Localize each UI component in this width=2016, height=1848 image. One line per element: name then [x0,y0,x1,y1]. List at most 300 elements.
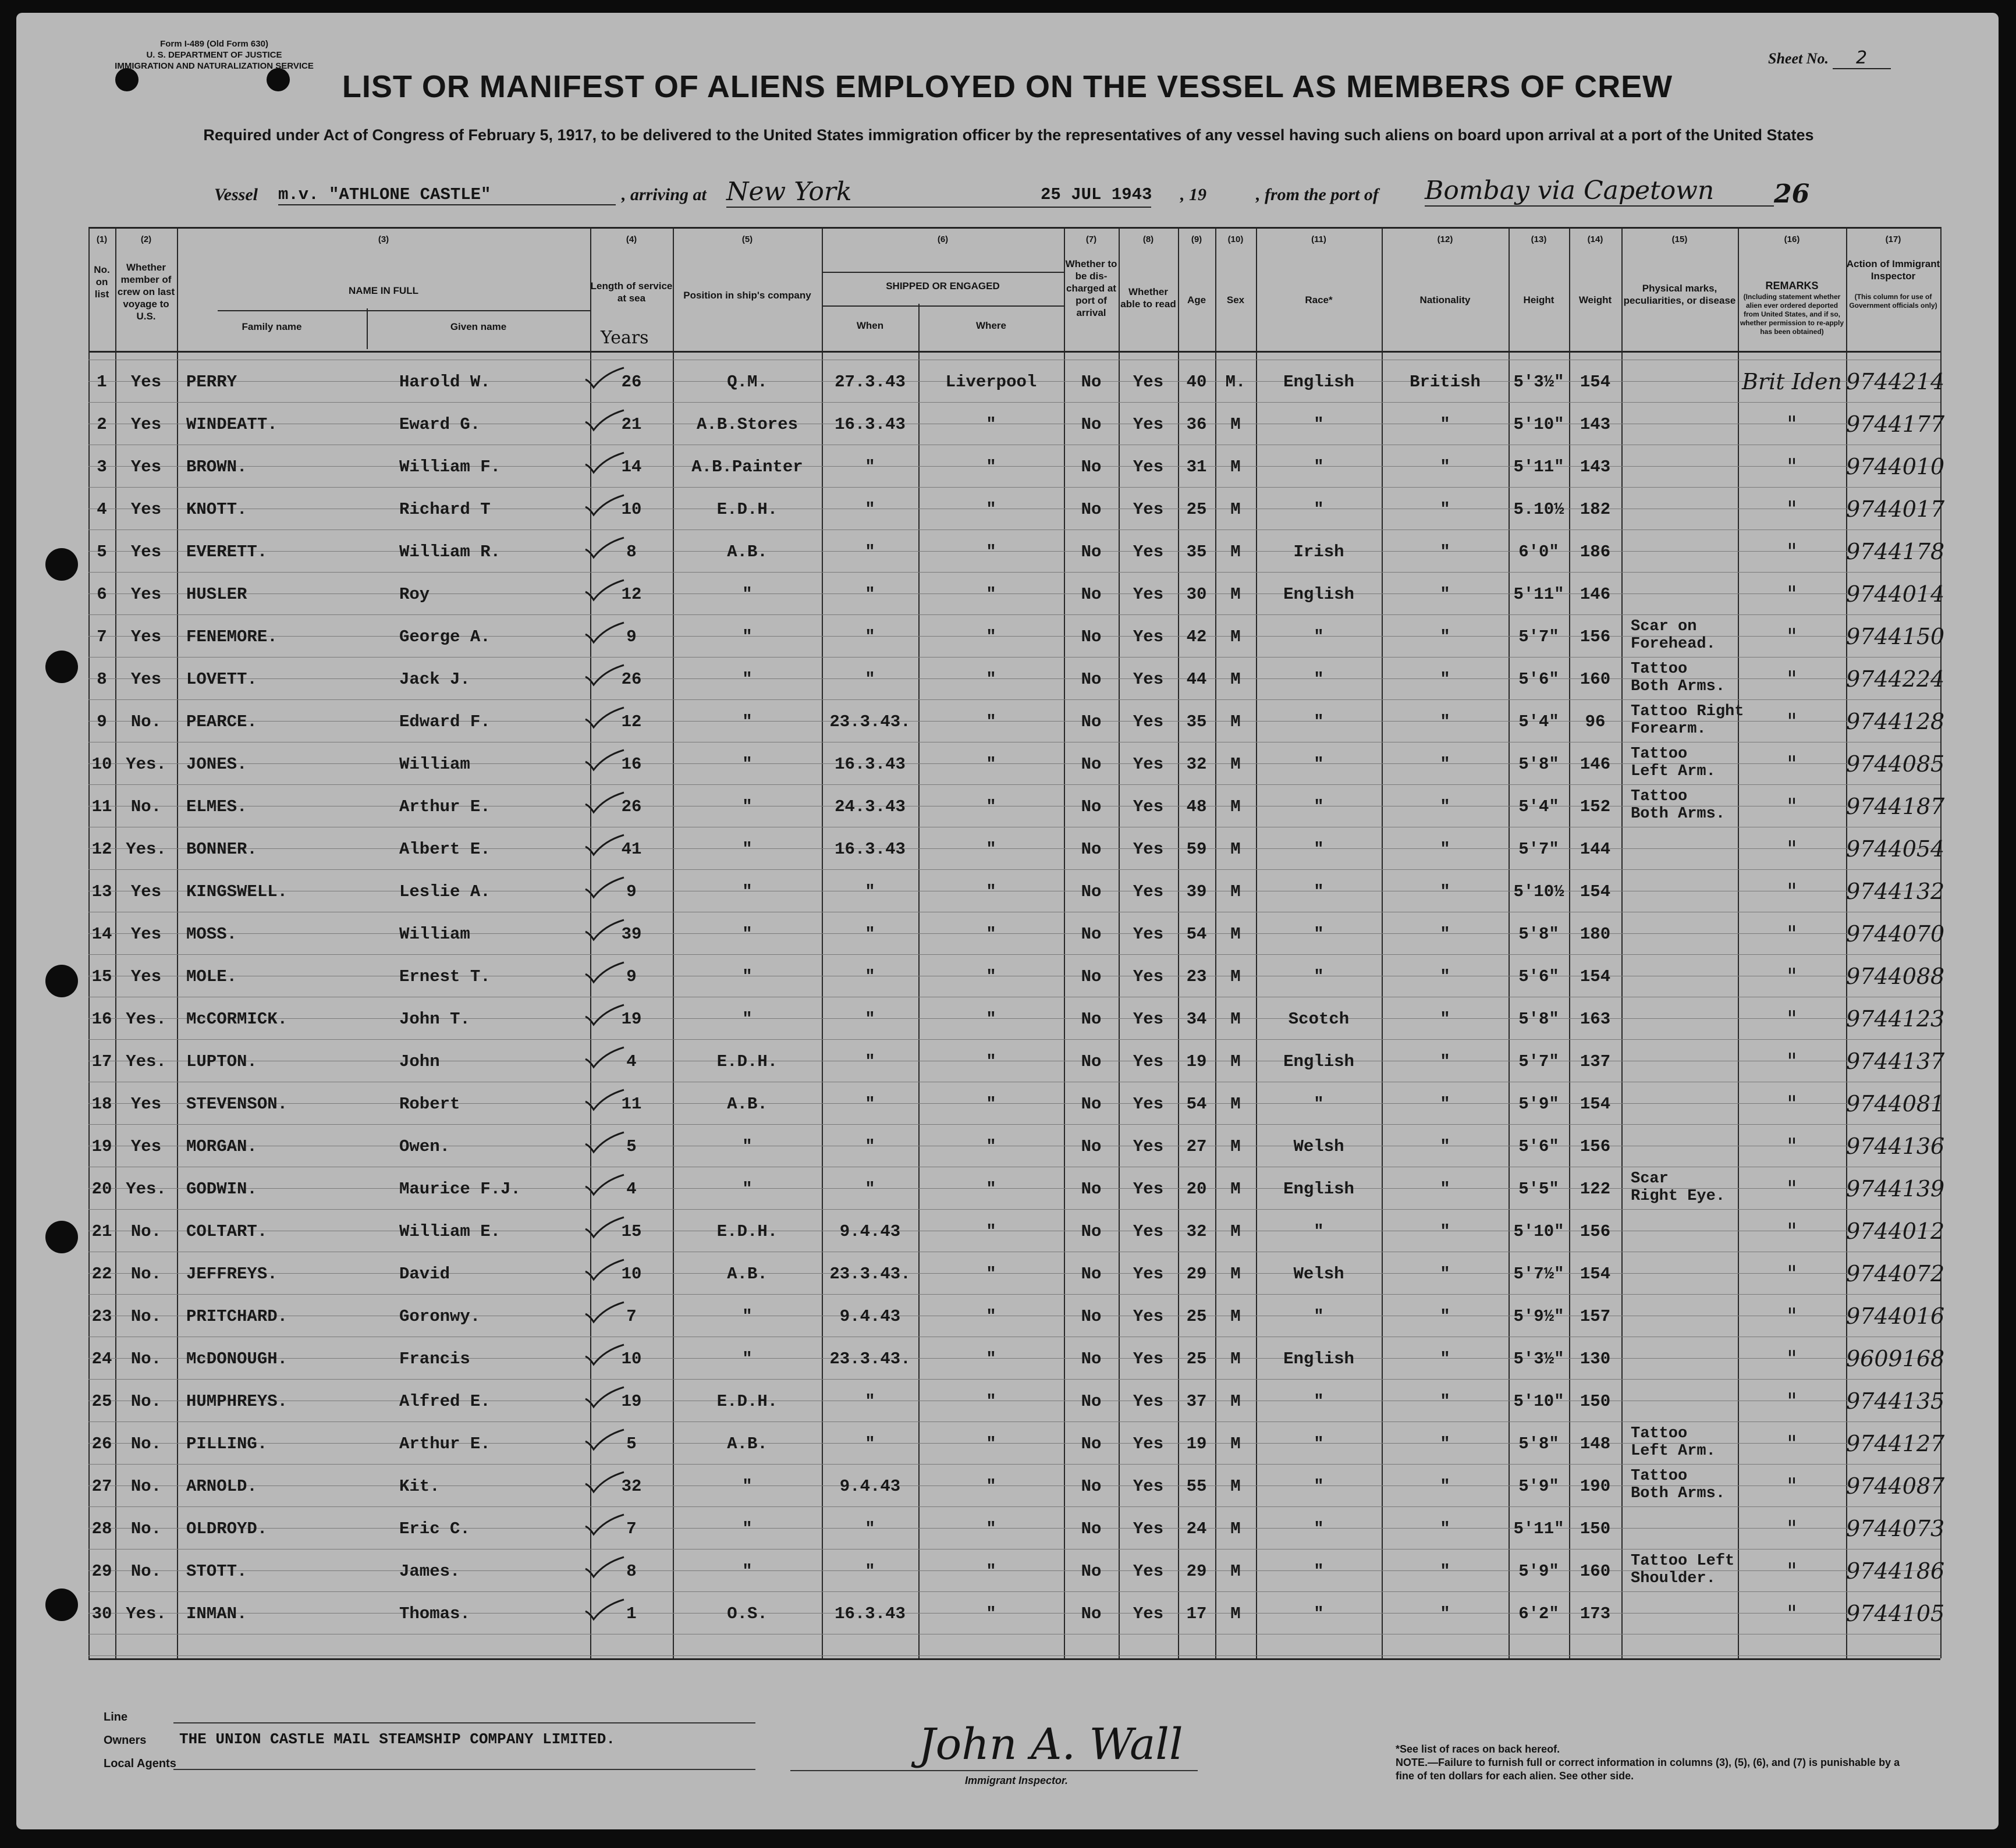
cell-family: STOTT. [186,1562,247,1581]
cell-action: 9744128 [1846,709,1945,734]
cell-weight: 144 [1580,840,1611,859]
arrival-date-stamp: 25 JUL 1943 [1041,185,1152,204]
cell-position: " [742,1137,753,1156]
table-row [88,786,1945,828]
cell-height: 5'8" [1518,1010,1559,1029]
col-3b-header: Given name [450,321,507,332]
cell-race: " [1314,1307,1324,1326]
cell-where: " [986,542,996,561]
cell-position: " [742,1179,753,1199]
cell-position: O.S. [727,1604,768,1623]
cell-given: John [399,1052,440,1071]
cell-weight: 122 [1580,1179,1611,1199]
cell-sex: M [1230,712,1241,731]
cell-given: Arthur E. [399,1434,491,1453]
col-6-header: SHIPPED OR ENGAGED [886,280,1000,292]
cell-disch: No [1081,1434,1102,1453]
cell-remarks: " [1787,1516,1797,1541]
cell-family: BROWN. [186,457,247,477]
check-mark-icon [584,1513,625,1537]
check-mark-icon [584,621,625,645]
cell-nat: " [1440,585,1450,604]
cell-race: Welsh [1293,1137,1344,1156]
cell-nat: " [1440,457,1450,477]
cell-position: A.B.Stores [696,415,798,434]
cell-weight: 160 [1580,670,1611,689]
cell-when: 16.3.43 [835,1604,906,1623]
cell-position: " [742,627,753,646]
col-14-header: Weight [1578,294,1612,305]
cell-action: 9609168 [1846,1346,1945,1371]
cell-action: 9744085 [1846,751,1945,777]
cell-sex: M [1230,1434,1241,1453]
cell-disch: No [1081,1562,1102,1581]
cell-nat: " [1440,1434,1450,1453]
cell-remarks: " [1787,539,1797,564]
cell-given: Ernest T. [399,967,491,986]
cell-action: 9744017 [1846,496,1945,522]
table-row [88,361,1945,403]
cell-nat: " [1440,1264,1450,1284]
penalty-note: NOTE.—Failure to furnish full or correct information in columns (3), (5), (6), and (7) is punishable by a fine of ten dollars for each alien. See other side. [1396,1757,1900,1782]
cell-given: Leslie A. [399,882,491,901]
cell-when: " [865,1094,875,1114]
cell-years: 32 [621,1477,642,1496]
form-identifier [92,38,336,72]
cell-age: 30 [1186,585,1207,604]
cell-disch: No [1081,882,1102,901]
check-mark-icon [584,706,625,730]
department: U. S. DEPARTMENT OF JUSTICE [146,50,282,60]
cell-disch: No [1081,415,1102,434]
cell-sex: M [1230,1307,1241,1326]
cell-when: " [865,1519,875,1538]
cell-family: PRITCHARD. [186,1307,288,1326]
cell-marks [1621,488,1738,531]
cell-marks [1621,361,1738,403]
check-mark-icon [584,1004,625,1027]
col-5-number: (5) [741,234,753,244]
cell-years: 1 [626,1604,637,1623]
cell-sex: M [1230,797,1241,816]
cell-given: John T. [399,1010,470,1029]
arriving-label: , arriving at [622,185,707,204]
cell-disch: No [1081,755,1102,774]
cell-height: 5'10" [1513,415,1564,434]
cell-years: 26 [621,670,642,689]
cell-age: 40 [1186,372,1207,392]
cell-years: 9 [626,627,637,646]
cell-remarks: " [1787,454,1797,479]
cell-race: " [1314,1519,1324,1538]
cell-weight: 150 [1580,1519,1611,1538]
cell-height: 5'3½" [1513,1349,1564,1369]
col-5-header: Position in ship's company [683,290,811,301]
cell-height: 5.10½ [1513,500,1564,519]
cell-years: 5 [626,1137,637,1156]
cell-action: 9744016 [1846,1303,1945,1329]
cell-years: 4 [626,1052,637,1071]
cell-race: " [1314,755,1324,774]
cell-sex: M [1230,840,1241,859]
cell-remarks: " [1787,921,1797,947]
table-row [88,1295,1945,1338]
cell-read: Yes [1133,840,1164,859]
table-row [88,1125,1945,1168]
cell-weight: 154 [1580,967,1611,986]
check-mark-icon [584,1556,625,1579]
cell-when: 16.3.43 [835,840,906,859]
cell-age: 29 [1186,1562,1207,1581]
cell-action: 9744014 [1846,581,1945,607]
cell-last: Yes [130,585,162,604]
check-mark-icon [584,367,625,390]
cell-given: Alfred E. [399,1392,491,1411]
cell-action: 9744081 [1846,1091,1945,1117]
check-mark-icon [584,1089,625,1112]
cell-remarks: " [1787,1431,1797,1456]
cell-family: KINGSWELL. [186,882,288,901]
check-mark-icon [584,1174,625,1197]
cell-when: " [865,1137,875,1156]
cell-action: 9744178 [1846,539,1945,564]
cell-years: 9 [626,882,637,901]
cell-position: A.B. [727,542,768,561]
cell-disch: No [1081,1519,1102,1538]
cell-position: " [742,797,753,816]
cell-action: 9744012 [1846,1218,1945,1244]
col-12-header: Nationality [1419,294,1471,305]
cell-height: 6'2" [1518,1604,1559,1623]
cell-last: Yes. [126,840,166,859]
inspector-signature: John A. Wall [918,1719,1183,1769]
cell-position: " [742,670,753,689]
cell-years: 8 [626,542,637,561]
cell-last: Yes [130,627,162,646]
cell-read: Yes [1133,670,1164,689]
cell-no: 9 [97,712,107,731]
col-4-unit: Years [601,328,649,348]
cell-family: COLTART. [186,1222,268,1241]
col-8-header: Whether able to read [1120,286,1176,310]
cell-weight: 154 [1580,882,1611,901]
cell-sex: M [1230,1137,1241,1156]
cell-remarks: " [1787,709,1797,734]
cell-when: " [865,457,875,477]
cell-age: 17 [1186,1604,1207,1623]
table-row [88,488,1945,531]
cell-no: 27 [91,1477,112,1496]
cell-last: Yes [130,1137,162,1156]
cell-years: 8 [626,1562,637,1581]
cell-marks [1621,1593,1738,1635]
cell-weight: 130 [1580,1349,1611,1369]
cell-given: Robert [399,1094,460,1114]
cell-years: 15 [621,1222,642,1241]
cell-nat: " [1440,755,1450,774]
vessel-name: m.v. "ATHLONE CASTLE" [278,185,616,205]
cell-last: Yes. [126,1179,166,1199]
punch-hole [45,548,78,581]
table-row [88,913,1945,955]
cell-where: " [986,1137,996,1156]
cell-height: 5'6" [1518,967,1559,986]
table-row [88,998,1945,1040]
col-17-note: (This column for use of Government officials only) [1849,293,1937,310]
cell-position: E.D.H. [716,500,778,519]
from-port-label: , from the port of [1256,185,1379,204]
cell-marks [1621,1125,1738,1168]
cell-marks: Tattoo Right Forearm. [1631,703,1744,738]
col-7-number: (7) [1085,234,1097,244]
cell-where: " [986,1434,996,1453]
cell-nat: " [1440,1094,1450,1114]
cell-remarks: " [1787,1091,1797,1117]
cell-no: 13 [91,882,112,901]
cell-remarks: " [1787,879,1797,904]
cell-where: " [986,1604,996,1623]
cell-action: 9744224 [1846,666,1945,692]
cell-disch: No [1081,840,1102,859]
cell-marks [1621,1210,1738,1253]
cell-weight: 146 [1580,585,1611,604]
cell-action: 9744054 [1846,836,1945,862]
cell-action: 9744177 [1846,411,1945,437]
cell-remarks: " [1787,1303,1797,1329]
cell-disch: No [1081,457,1102,477]
cell-last: No. [130,1349,162,1369]
cell-height: 5'4" [1518,797,1559,816]
cell-read: Yes [1133,1519,1164,1538]
cell-given: Maurice F.J. [399,1179,521,1199]
cell-family: FENEMORE. [186,627,278,646]
cell-no: 30 [91,1604,112,1623]
cell-marks [1621,1508,1738,1550]
cell-years: 12 [621,712,642,731]
table-row [88,1465,1945,1508]
cell-read: Yes [1133,415,1164,434]
cell-given: William R. [399,542,501,561]
table-row [88,743,1945,786]
cell-last: Yes [130,415,162,434]
cell-disch: No [1081,500,1102,519]
table-row [88,1550,1945,1593]
cell-marks: Tattoo Both Arms. [1631,660,1726,695]
cell-sex: M [1230,1179,1241,1199]
cell-weight: 156 [1580,1222,1611,1241]
cell-no: 20 [91,1179,112,1199]
cell-marks: Scar on Forehead. [1631,618,1716,653]
cell-height: 5'7" [1518,1052,1559,1071]
cell-age: 36 [1186,415,1207,434]
cell-where: " [986,500,996,519]
cell-weight: 160 [1580,1562,1611,1581]
cell-when: " [865,1562,875,1581]
cell-remarks: " [1787,1261,1797,1287]
table-row [88,1508,1945,1550]
cell-last: No. [130,1392,162,1411]
cell-given: Francis [399,1349,470,1369]
cell-where: " [986,882,996,901]
col-7-header: Whether to be dis-charged at port of arrival [1065,258,1117,318]
cell-where: " [986,1392,996,1411]
cell-disch: No [1081,542,1102,561]
check-mark-icon [584,1259,625,1282]
cell-given: Arthur E. [399,797,491,816]
col-2-header: Whether member of crew on last voyage to U.S. [117,262,175,322]
cell-last: No. [130,797,162,816]
cell-years: 16 [621,755,642,774]
cell-last: Yes. [126,1010,166,1029]
cell-where: " [986,585,996,604]
col-13-header: Height [1523,294,1554,305]
cell-sex: M [1230,1094,1241,1114]
cell-action: 9744150 [1846,624,1945,649]
cell-when: 9.4.43 [839,1477,901,1496]
cell-disch: No [1081,1604,1102,1623]
cell-nat: " [1440,542,1450,561]
col-8-number: (8) [1142,234,1154,244]
year-label: , 19 [1180,185,1206,204]
cell-position: " [742,840,753,859]
cell-family: KNOTT. [186,500,247,519]
cell-height: 5'7½" [1513,1264,1564,1284]
check-mark-icon [584,536,625,560]
cell-disch: No [1081,585,1102,604]
col-4-header: Length of service at sea [590,280,673,304]
cell-position: " [742,1349,753,1369]
cell-disch: No [1081,627,1102,646]
cell-disch: No [1081,1137,1102,1156]
cell-position: " [742,1562,753,1581]
cell-sex: M [1230,1392,1241,1411]
cell-height: 5'3½" [1513,372,1564,392]
cell-nat: " [1440,1222,1450,1241]
cell-sex: M [1230,457,1241,477]
cell-years: 10 [621,500,642,519]
check-mark-icon [584,791,625,815]
form-number: Form I-489 (Old Form 630) [160,39,268,49]
cell-sex: M [1230,627,1241,646]
cell-last: No. [130,712,162,731]
cell-weight: 143 [1580,415,1611,434]
cell-read: Yes [1133,1562,1164,1581]
cell-nat: " [1440,627,1450,646]
cell-read: Yes [1133,925,1164,944]
manifest-sheet [16,13,1999,1829]
cell-age: 32 [1186,755,1207,774]
cell-age: 54 [1186,1094,1207,1114]
cell-weight: 180 [1580,925,1611,944]
cell-age: 19 [1186,1052,1207,1071]
cell-marks [1621,1295,1738,1338]
cell-age: 24 [1186,1519,1207,1538]
col-3-number: (3) [378,234,389,244]
col-3-header: NAME IN FULL [349,285,418,296]
cell-no: 4 [97,500,107,519]
cell-sex: M [1230,1604,1241,1623]
cell-position: " [742,882,753,901]
cell-age: 25 [1186,1349,1207,1369]
col-10-number: (10) [1227,234,1244,244]
cell-given: James. [399,1562,460,1581]
cell-years: 21 [621,415,642,434]
cell-action: 9744132 [1846,879,1945,904]
cell-read: Yes [1133,967,1164,986]
check-mark-icon [584,409,625,432]
table-row [88,658,1945,701]
sheet-number-value: 2 [1833,48,1891,69]
cell-action: 9744010 [1846,454,1945,479]
cell-age: 27 [1186,1137,1207,1156]
cell-no: 18 [91,1094,112,1114]
punch-hole [45,651,78,683]
cell-weight: 182 [1580,500,1611,519]
cell-read: Yes [1133,627,1164,646]
cell-where: " [986,627,996,646]
check-mark-icon [584,834,625,857]
cell-given: Jack J. [399,670,470,689]
cell-marks: Scar Right Eye. [1631,1170,1726,1205]
cell-disch: No [1081,712,1102,731]
table-row [88,1380,1945,1423]
cell-last: No. [130,1307,162,1326]
check-mark-icon [584,1344,625,1367]
col-16-number: (16) [1784,234,1800,244]
cell-when: " [865,1392,875,1411]
cell-years: 39 [621,925,642,944]
cell-when: 16.3.43 [835,755,906,774]
cell-when: " [865,670,875,689]
punch-hole [45,1221,78,1253]
cell-last: Yes [130,1094,162,1114]
cell-family: JEFFREYS. [186,1264,278,1284]
cell-action: 9744123 [1846,1006,1945,1032]
table-row [88,446,1945,488]
cell-disch: No [1081,1094,1102,1114]
cell-family: STEVENSON. [186,1094,288,1114]
cell-height: 5'11" [1513,457,1564,477]
cell-given: Owen. [399,1137,450,1156]
cell-no: 29 [91,1562,112,1581]
cell-marks [1621,955,1738,998]
cell-last: Yes. [126,1052,166,1071]
cell-height: 5'6" [1518,1137,1559,1156]
cell-where: " [986,1052,996,1071]
table-row [88,828,1945,870]
cell-disch: No [1081,1392,1102,1411]
cell-no: 7 [97,627,107,646]
cell-weight: 154 [1580,1094,1611,1114]
cell-last: No. [130,1264,162,1284]
cell-where: Liverpool [945,372,1037,392]
cell-family: MOSS. [186,925,237,944]
cell-read: Yes [1133,1604,1164,1623]
cell-read: Yes [1133,457,1164,477]
check-mark-icon [584,1471,625,1494]
cell-given: George A. [399,627,491,646]
cell-height: 5'4" [1518,712,1559,731]
table-row [88,955,1945,998]
cell-years: 7 [626,1307,637,1326]
cell-when: 27.3.43 [835,372,906,392]
cell-last: No. [130,1519,162,1538]
cell-remarks: " [1787,964,1797,989]
cell-where: " [986,1562,996,1581]
cell-remarks: " [1787,1388,1797,1414]
cell-weight: 137 [1580,1052,1611,1071]
cell-race: English [1283,1052,1354,1071]
